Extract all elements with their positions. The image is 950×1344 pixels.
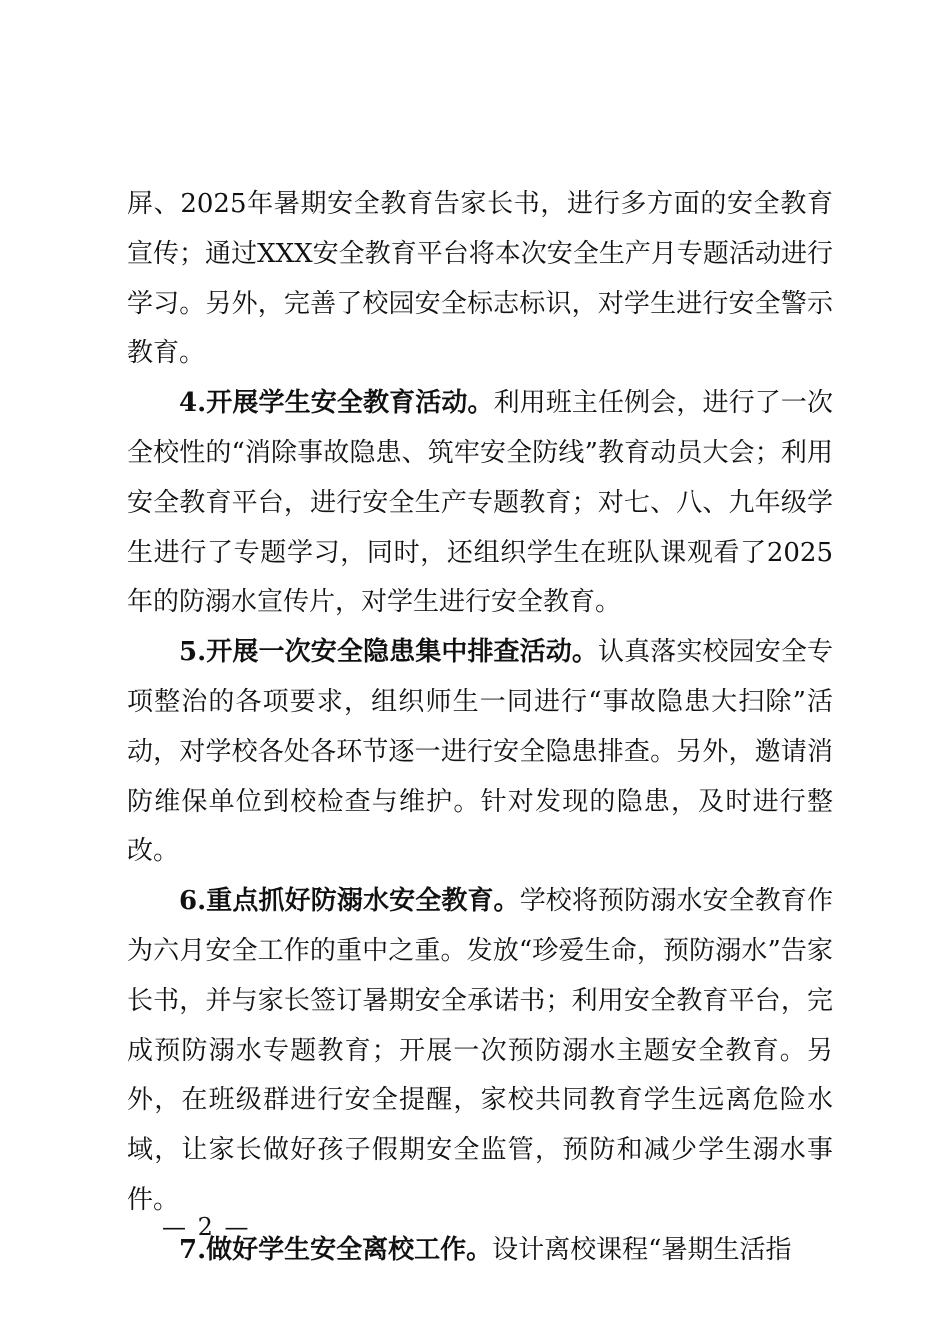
paragraph-text: 设计离校课程“暑期生活指 [492, 1234, 792, 1265]
paragraph-text: 利用班主任例会，进行了一次全校性的“消除事故隐患、筑牢安全防线”教育动员大会；利用安全教育平台，进行安全生产专题教育；对七、八、九年级学生进行了专题学习，同时，还组织学生在班队课观看了2025年的防溺水宣传片，对学生进行安全教育。 [127, 388, 833, 618]
paragraph-continuation [127, 180, 833, 379]
paragraph-item-5 [127, 628, 833, 877]
paragraph-text: 学校将预防溺水安全教育作为六月安全工作的重中之重。发放“珍爱生命，预防溺水”告家长书，并与家长签订暑期安全承诺书；利用安全教育平台，完成预防溺水专题教育；开展一次预防溺水主题安全教育。另外，在班级群进行安全提醒，家校共同教育学生远离危险水域，让家长做好孩子假期安全监管，预防和减少学生溺水事件。 [127, 886, 833, 1215]
paragraph-text: 屏、2025年暑期安全教育告家长书，进行多方面的安全教育宣传；通过XXX安全教育平台将本次安全生产月专题活动进行学习。另外，完善了校园安全标志标识，对学生进行安全警示教育。 [127, 189, 833, 369]
paragraph-text: 认真落实校园安全专项整治的各项要求，组织师生一同进行“事故隐患大扫除”活动，对学校各处各环节逐一进行安全隐患排查。另外，邀请消防维保单位到校检查与维护。针对发现的隐患，及时进行整改。 [127, 637, 833, 867]
paragraph-heading: 5.开展一次安全隐患集中排查活动。 [179, 637, 599, 668]
paragraph-heading: 4.开展学生安全教育活动。 [179, 388, 494, 419]
paragraph-heading: 6.重点抓好防溺水安全教育。 [179, 886, 520, 917]
paragraph-item-6 [127, 877, 833, 1226]
paragraph-heading: 7.做好学生安全离校工作。 [179, 1234, 493, 1265]
page-number: — 2 — [162, 1213, 251, 1241]
document-body [127, 180, 833, 1276]
paragraph-item-4 [127, 379, 833, 628]
